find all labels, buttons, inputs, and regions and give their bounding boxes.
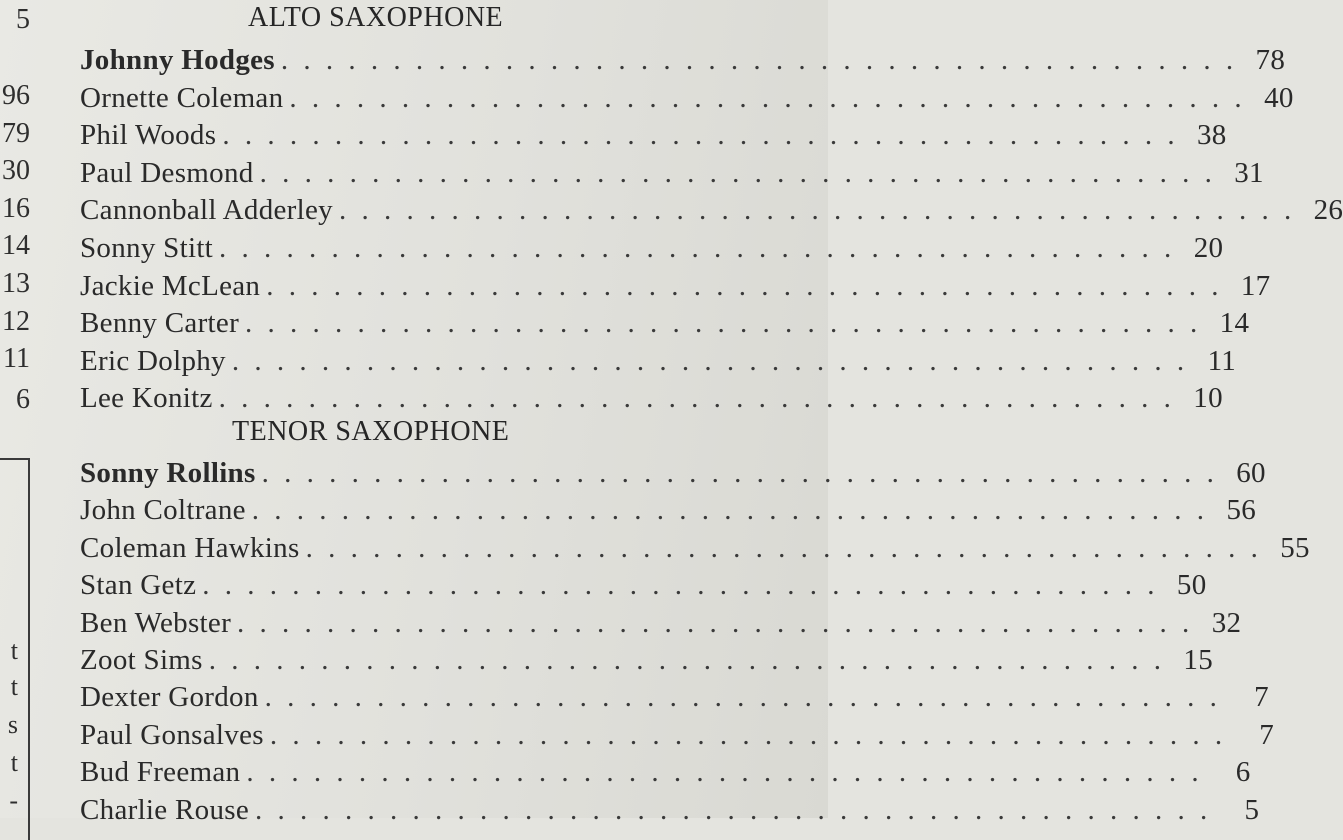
dot-leader: . . . . . . . . . . . . . . . . . . . . . . . . . . . . . . . . . . . . . . . . . . . xyxy=(222,119,1179,152)
musician-name: Jackie McLean xyxy=(80,269,261,302)
vote-count: 7 xyxy=(1254,681,1269,714)
musician-name: John Coltrane xyxy=(80,494,246,527)
musician-name: Stan Getz xyxy=(80,569,197,602)
frame-fragment-char: t xyxy=(10,636,18,665)
vote-count: 6 xyxy=(1235,756,1251,789)
musician-name: Sonny Rollins xyxy=(80,457,256,489)
vote-count: 32 xyxy=(1211,606,1242,639)
vote-count: 50 xyxy=(1176,569,1207,602)
dot-leader: . . . . . . . . . . . . . . . . . . . . . . . . . . . . . . . . . . . . . . . . . . . xyxy=(219,232,1176,264)
left-column-number: 96 xyxy=(2,80,30,111)
dot-leader: . . . . . . . . . . . . . . . . . . . . . . . . . . . . . . . . . . . . . . . . . . . xyxy=(259,156,1216,189)
left-column-number: 13 xyxy=(2,268,30,299)
poll-entry-row xyxy=(80,455,1266,491)
poll-entry-row xyxy=(80,155,1264,191)
musician-name: Paul Desmond xyxy=(80,156,254,189)
musician-name: Johnny Hodges xyxy=(80,44,275,76)
frame-fragment-char: t xyxy=(10,672,18,701)
vote-count: 55 xyxy=(1280,531,1310,564)
vote-count: 38 xyxy=(1196,119,1227,152)
musician-name: Bud Freeman xyxy=(80,756,241,789)
left-column-number: 6 xyxy=(16,384,30,415)
dot-leader: . . . . . . . . . . . . . . . . . . . . . . . . . . . . . . . . . . . . . . . . . . . xyxy=(245,307,1202,340)
vote-count: 14 xyxy=(1219,307,1250,340)
frame-fragment-char: s xyxy=(7,710,18,739)
vote-count: 20 xyxy=(1193,232,1224,264)
poll-entry-row xyxy=(80,567,1207,603)
vote-count: 31 xyxy=(1234,156,1264,189)
musician-name: Eric Dolphy xyxy=(80,344,226,377)
musician-name: Paul Gonsalves xyxy=(80,718,264,751)
musician-name: Phil Woods xyxy=(80,119,217,152)
poll-entry-row xyxy=(80,642,1213,678)
poll-entry-row xyxy=(80,380,1223,416)
left-column-number: 30 xyxy=(2,155,30,186)
musician-name: Dexter Gordon xyxy=(80,681,259,714)
left-column-number: 16 xyxy=(2,193,30,224)
poll-entry-row xyxy=(80,268,1271,304)
vote-count: 26 xyxy=(1313,194,1343,227)
dot-leader: . . . . . . . . . . . . . . . . . . . . . . . . . . . . . . . . . . . . . . . . . . . xyxy=(255,793,1212,826)
dot-leader: . . . . . . . . . . . . . . . . . . . . . . . . . . . . . . . . . . . . . . . . . . . xyxy=(246,756,1203,789)
musician-name: Zoot Sims xyxy=(80,644,203,676)
dot-leader: . . . . . . . . . . . . . . . . . . . . . . . . . . . . . . . . . . . . . . . . . . . xyxy=(266,269,1223,302)
poll-entry-row xyxy=(80,42,1286,78)
musician-name: Sonny Stitt xyxy=(80,232,214,264)
poll-entry-row xyxy=(80,305,1250,341)
dot-leader: . . . . . . . . . . . . . . . . . . . . . . . . . . . . . . . . . . . . . . . . . . . xyxy=(269,718,1227,751)
musician-name: Ornette Coleman xyxy=(80,81,284,114)
dot-leader: . . . . . . . . . . . . . . . . . . . . . . . . . . . . . . . . . . . . . . . . . . . xyxy=(218,382,1175,415)
poll-entry-row xyxy=(80,192,1343,228)
dot-leader: . . . . . . . . . . . . . . . . . . . . . . . . . . . . . . . . . . . . . . . . . . . xyxy=(305,531,1262,564)
dot-leader: . . . . . . . . . . . . . . . . . . . . . . . . . . . . . . . . . . . . . . . . . . . xyxy=(264,681,1221,714)
poll-entry-row xyxy=(80,230,1224,266)
dot-leader: . . . . . . . . . . . . . . . . . . . . . . . . . . . . . . . . . . . . . . . . . . . xyxy=(251,494,1209,527)
vote-count: 5 xyxy=(1244,793,1260,826)
dot-leader: . . . . . . . . . . . . . . . . . . . . . . . . . . . . . . . . . . . . . . . . . . . xyxy=(202,569,1159,602)
musician-name: Coleman Hawkins xyxy=(80,531,300,564)
adjacent-box-frame xyxy=(0,458,30,840)
musician-name: Charlie Rouse xyxy=(80,793,250,826)
left-column-number: 12 xyxy=(2,306,30,337)
dot-leader: . . . . . . . . . . . . . . . . . . . . . . . . . . . . . . . . . . . . . . . . . . . xyxy=(208,644,1165,676)
vote-count: 11 xyxy=(1207,344,1237,377)
musician-name: Ben Webster xyxy=(80,606,232,639)
dot-leader: . . . . . . . . . . . . . . . . . . . . . . . . . . . . . . . . . . . . . . . . . . . xyxy=(280,44,1238,76)
poll-entry-row xyxy=(80,530,1310,566)
poll-entry-row xyxy=(80,117,1227,153)
vote-count: 7 xyxy=(1259,718,1275,751)
frame-fragment-char: - xyxy=(9,786,18,815)
musician-name: Cannonball Adderley xyxy=(80,194,333,227)
musician-name: Benny Carter xyxy=(80,307,240,340)
poll-entry-row xyxy=(80,80,1294,116)
vote-count: 10 xyxy=(1193,382,1223,415)
poll-entry-row xyxy=(80,717,1275,753)
vote-count: 40 xyxy=(1264,81,1294,114)
vote-count: 56 xyxy=(1226,494,1257,527)
tenor-saxophone-heading: TENOR SAXOPHONE xyxy=(232,416,510,447)
poll-entry-row xyxy=(80,754,1251,790)
poll-entry-row xyxy=(80,492,1257,528)
dot-leader: . . . . . . . . . . . . . . . . . . . . . . . . . . . . . . . . . . . . . . . . . . . xyxy=(237,606,1194,639)
dot-leader: . . . . . . . . . . . . . . . . . . . . . . . . . . . . . . . . . . . . . . . . . . . xyxy=(289,81,1246,114)
vote-count: 17 xyxy=(1240,269,1271,302)
dot-leader: . . . . . . . . . . . . . . . . . . . . . . . . . . . . . . . . . . . . . . . . . . . xyxy=(231,344,1189,377)
left-column-number: 11 xyxy=(3,343,30,374)
left-column-number: 5 xyxy=(16,4,30,35)
frame-fragment-char: t xyxy=(10,748,18,777)
poll-entry-row xyxy=(80,792,1260,828)
vote-count: 60 xyxy=(1236,457,1266,489)
alto-saxophone-heading: ALTO SAXOPHONE xyxy=(248,2,504,33)
vote-count: 15 xyxy=(1183,644,1213,676)
musician-name: Lee Konitz xyxy=(80,382,213,415)
left-column-number: 14 xyxy=(2,230,30,261)
dot-leader: . . . . . . . . . . . . . . . . . . . . . . . . . . . . . . . . . . . . . . . . . . . xyxy=(338,194,1296,227)
poll-entry-row xyxy=(80,605,1242,641)
left-column-number: 79 xyxy=(2,118,30,149)
poll-entry-row xyxy=(80,679,1269,715)
vote-count: 78 xyxy=(1255,44,1286,76)
poll-entry-row xyxy=(80,343,1237,379)
dot-leader: . . . . . . . . . . . . . . . . . . . . . . . . . . . . . . . . . . . . . . . . . . . xyxy=(261,457,1218,489)
